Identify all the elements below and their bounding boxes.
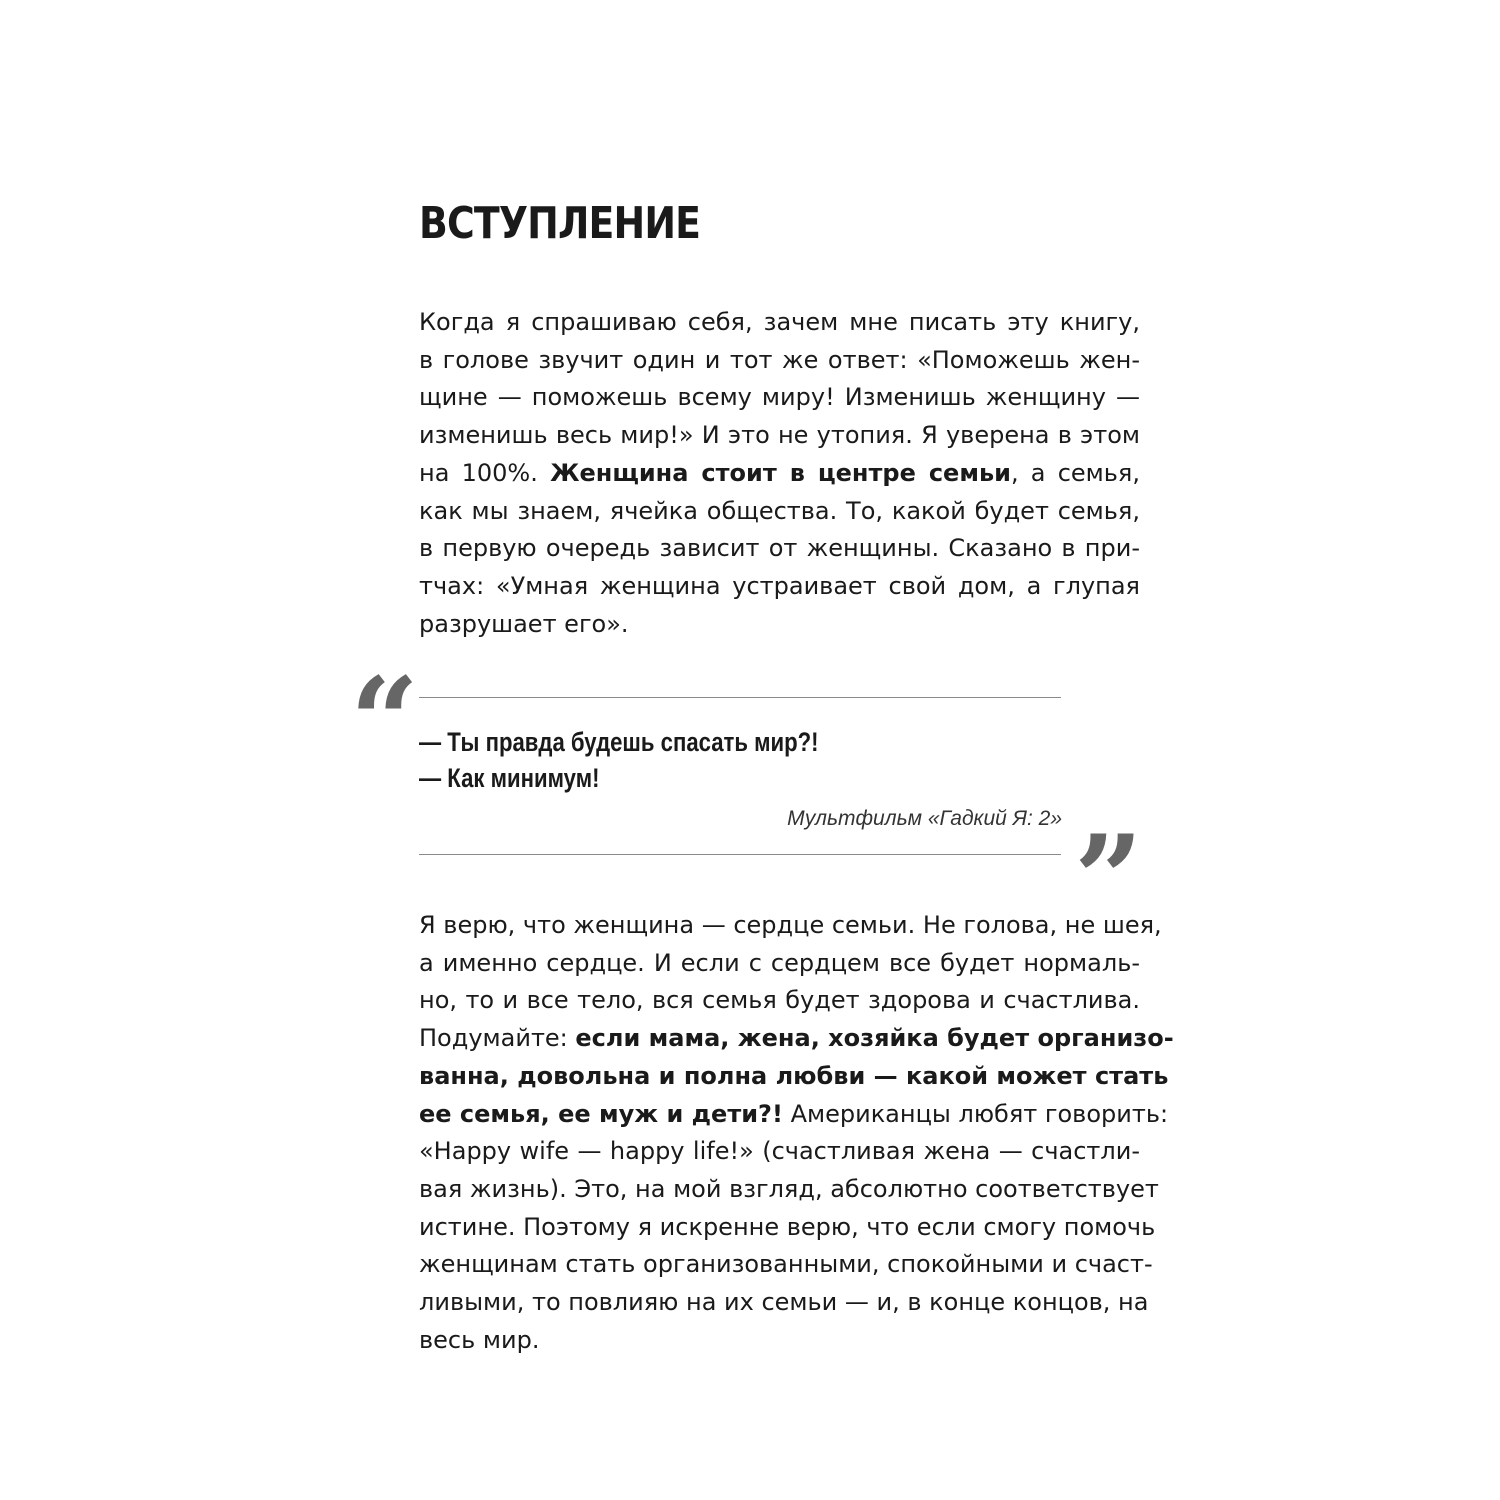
text-line — [419, 907, 1162, 945]
text-line — [419, 417, 1140, 455]
text-run: изменишь весь мир!» И это не утопия. Я уверена в этом — [419, 421, 1140, 450]
text-line — [419, 1020, 1174, 1058]
text-line — [419, 1171, 1159, 1209]
text-line — [419, 1209, 1156, 1247]
text-run: а именно сердце. И если с сердцем все будет нормаль- — [419, 948, 1140, 977]
text-line — [419, 493, 1140, 531]
text-run: весь мир. — [419, 1325, 540, 1354]
open-quote-icon: “ — [350, 662, 420, 782]
text-run: щине — поможешь всему миру! Изменишь женщину — — [419, 383, 1140, 412]
text-line — [419, 1133, 1140, 1171]
body-paragraph — [419, 907, 1174, 1359]
quote-attribution: Мультфильм «Гадкий Я: 2» — [787, 807, 1062, 830]
text-run: вая жизнь). Это, на мой взгляд, абсолютно соответствует — [419, 1174, 1159, 1203]
close-quote-icon: ” — [1074, 820, 1144, 940]
text-line — [419, 455, 1140, 493]
quote-line-2: — Как минимум! — [419, 763, 600, 793]
bold-text: ее семья, ее муж и дети?! — [419, 1099, 783, 1128]
text-line — [419, 342, 1140, 380]
text-run: как мы знаем, ячейка общества. То, какой будет семья, — [419, 496, 1140, 525]
text-run: в голове звучит один и тот же ответ: «Поможешь жен- — [419, 345, 1140, 374]
text-run: в первую очередь зависит от женщины. Сказано в при- — [419, 534, 1140, 563]
text-run: «Happy wife — happy life!» (счастливая жена — счастли- — [419, 1137, 1140, 1166]
text-run: ливыми, то повлияю на их семьи — и, в конце концов, на — [419, 1288, 1149, 1317]
text-line — [419, 1096, 1169, 1134]
text-line — [419, 1058, 1169, 1096]
intro-paragraph — [419, 304, 1140, 643]
text-line — [419, 945, 1140, 983]
text-run: тчах: «Умная женщина устраивает свой дом, а глупая — [419, 571, 1140, 600]
text-line — [419, 379, 1140, 417]
bold-text: Женщина стоит в центре семьи — [550, 458, 1011, 487]
text-line — [419, 606, 1140, 644]
text-line — [419, 304, 1140, 342]
text-line — [419, 982, 1140, 1020]
page-title: ВСТУПЛЕНИЕ — [419, 198, 701, 249]
text-line — [419, 1322, 1140, 1360]
text-run: разрушает его». — [419, 609, 629, 638]
text-run: , а семья, — [1010, 458, 1140, 487]
text-run: но, то и все тело, вся семья будет здорова и счастлива. — [419, 986, 1140, 1015]
text-run: женщинам стать организованными, спокойными и счаст- — [419, 1250, 1153, 1279]
text-line — [419, 1246, 1153, 1284]
text-run: на 100%. — [419, 458, 551, 487]
text-line — [419, 530, 1140, 568]
text-run: Подумайте: — [419, 1024, 576, 1053]
text-run: истине. Поэтому я искренне верю, что если смогу помочь — [419, 1212, 1156, 1241]
text-run: Американцы любят говорить: — [782, 1099, 1169, 1128]
text-line — [419, 568, 1140, 606]
quote-line-1: — Ты правда будешь спасать мир?! — [419, 727, 819, 757]
bold-text: ванна, довольна и полна любви — какой может стать — [419, 1061, 1169, 1090]
quote-top-divider — [419, 697, 1061, 698]
quote-bottom-divider — [419, 854, 1061, 855]
text-line — [419, 1284, 1149, 1322]
text-run: Я верю, что женщина — сердце семьи. Не голова, не шея, — [419, 911, 1162, 939]
bold-text: если мама, жена, хозяйка будет организо- — [575, 1024, 1174, 1053]
text-run: Когда я спрашиваю себя, зачем мне писать эту книгу, — [419, 308, 1140, 336]
